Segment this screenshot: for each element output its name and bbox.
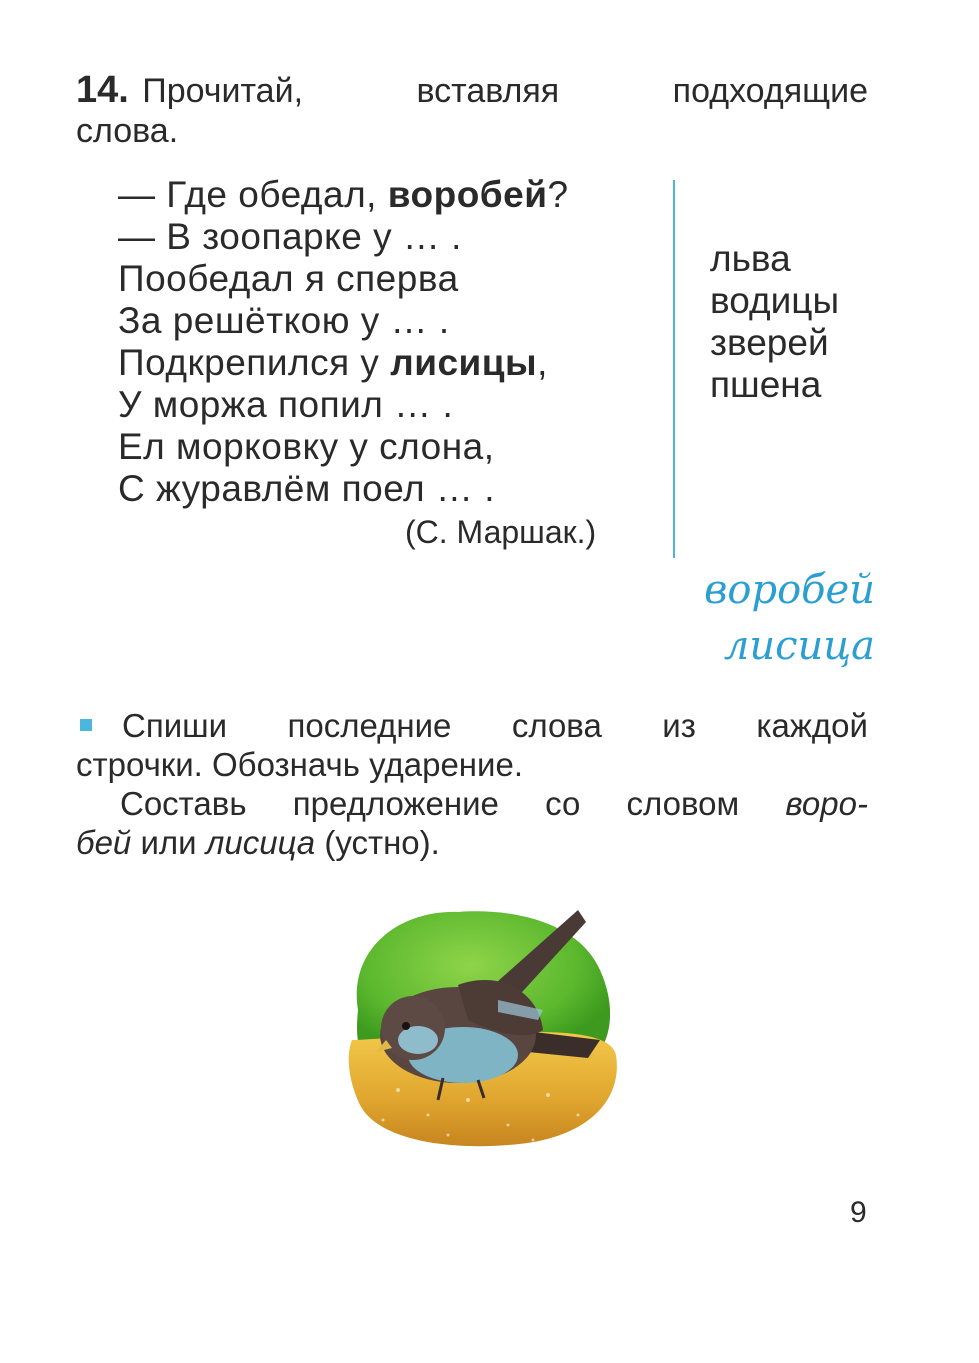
word-bank-item: водицы xyxy=(710,280,840,321)
exercise-italic-word: бей xyxy=(76,824,132,861)
exercise-word: каждой xyxy=(756,707,868,744)
poem-bold-word: лисицы xyxy=(390,342,538,383)
exercise-text: (устно). xyxy=(315,824,440,861)
exercise-word: предложение xyxy=(292,785,499,822)
exercise-instructions xyxy=(76,706,868,862)
poem xyxy=(118,174,569,510)
poem-text: ? xyxy=(547,174,569,215)
poem-author: (С. Маршак.) xyxy=(405,514,597,550)
task-first-word-group xyxy=(76,70,303,111)
poem-text: — Где обедал, xyxy=(118,174,388,215)
task-word: вставляя xyxy=(416,72,560,110)
word-bank-item: пшена xyxy=(710,364,822,405)
exercise-text: или xyxy=(131,824,206,861)
handwritten-words xyxy=(700,562,875,674)
exercise-word: последние xyxy=(287,707,452,744)
word-bank-item: льва xyxy=(710,238,791,279)
handwritten-word: воробей xyxy=(704,567,875,613)
sparrow-illustration xyxy=(338,890,628,1152)
task-instruction-end: слова. xyxy=(76,112,179,150)
task-word: подходящие xyxy=(672,72,868,110)
word-bank xyxy=(710,238,839,406)
poem-line: Ел морковку у слона, xyxy=(118,426,495,467)
task-number: 14. xyxy=(76,69,129,111)
exercise-word: Составь xyxy=(120,785,247,822)
task-header xyxy=(76,70,868,151)
task-word: Прочитай, xyxy=(142,72,304,110)
task-instruction-line xyxy=(76,70,868,111)
exercise-line xyxy=(76,706,868,745)
exercise-italic-word: воро- xyxy=(785,785,868,822)
exercise-word: из xyxy=(662,707,696,744)
exercise-italic-word: лисица xyxy=(205,824,316,861)
poem-line xyxy=(118,342,569,384)
exercise-word: слова xyxy=(511,707,602,744)
exercise-line xyxy=(76,784,868,823)
poem-line: За решёткою у … . xyxy=(118,300,450,341)
exercise-word: словом xyxy=(626,785,740,822)
exercise-word: Спиши xyxy=(122,707,228,744)
page-number: 9 xyxy=(850,1196,867,1229)
poem-line: — В зоопарке у … . xyxy=(118,216,462,257)
exercise-first-word-group xyxy=(76,706,227,745)
word-bank-item: зверей xyxy=(710,322,829,363)
handwritten-word: лисица xyxy=(723,623,875,669)
poem-text: Подкрепился у xyxy=(118,342,391,383)
poem-line: С журавлём поел … . xyxy=(118,468,495,509)
poem-line: У моржа попил … . xyxy=(118,384,454,425)
poem-text: , xyxy=(537,342,548,383)
column-divider xyxy=(673,180,675,558)
bullet-icon xyxy=(80,719,92,731)
exercise-word: со xyxy=(545,785,581,822)
poem-line: Пообедал я сперва xyxy=(118,258,459,299)
exercise-line xyxy=(76,823,868,862)
poem-line xyxy=(118,174,569,216)
sparrow-picture xyxy=(338,890,628,1152)
poem-bold-word: воробей xyxy=(387,174,548,215)
exercise-line: строчки. Обозначь ударение. xyxy=(76,746,523,783)
